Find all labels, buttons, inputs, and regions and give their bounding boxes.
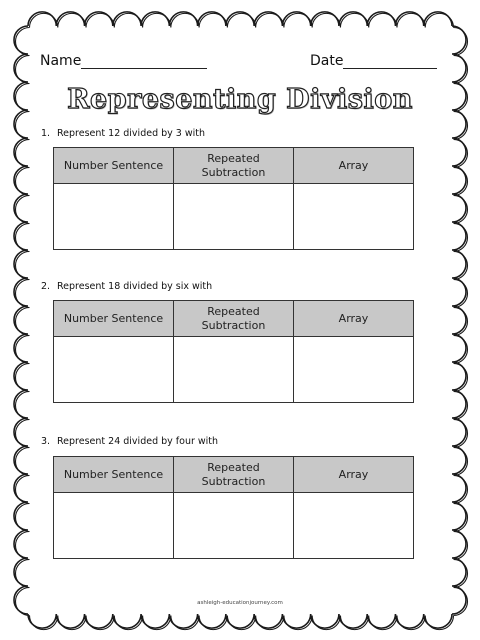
problem-3-prompt	[41, 436, 218, 447]
name-field[interactable]	[40, 53, 207, 69]
problem-2-table	[53, 300, 414, 403]
worksheet-title: Representing Division	[67, 84, 413, 115]
name-label: Name	[40, 53, 82, 69]
answer-cell-repeated-subtraction[interactable]	[174, 337, 294, 403]
answer-cell-repeated-subtraction[interactable]	[174, 493, 294, 559]
column-header-array: Array	[294, 148, 414, 184]
problem-1-text: Represent 12 divided by 3 with	[57, 128, 206, 139]
problem-3-text: Represent 24 divided by four with	[57, 436, 219, 447]
problem-2-text: Represent 18 divided by six with	[57, 281, 213, 292]
problem-3-number: 3.	[41, 436, 51, 447]
date-field[interactable]	[310, 53, 437, 69]
problem-2-prompt	[41, 281, 212, 292]
answer-cell-repeated-subtraction[interactable]	[174, 184, 294, 250]
column-header-repeated-subtraction: Repeated Subtraction	[174, 148, 294, 184]
answer-cell-array[interactable]	[294, 493, 414, 559]
answer-cell-array[interactable]	[294, 337, 414, 403]
column-header-array: Array	[294, 301, 414, 337]
column-header-number-sentence: Number Sentence	[54, 148, 174, 184]
problem-1-number: 1.	[41, 128, 51, 139]
answer-cell-number-sentence[interactable]	[54, 493, 174, 559]
date-label: Date	[310, 53, 344, 69]
column-header-number-sentence: Number Sentence	[54, 457, 174, 493]
problem-2-number: 2.	[41, 281, 51, 292]
answer-cell-array[interactable]	[294, 184, 414, 250]
footer-credit: ashleigh-educationjourney.com	[197, 600, 283, 606]
problem-1-prompt	[41, 128, 205, 139]
date-blank-line[interactable]	[343, 55, 437, 69]
answer-cell-number-sentence[interactable]	[54, 337, 174, 403]
name-blank-line[interactable]	[81, 55, 207, 69]
column-header-array: Array	[294, 457, 414, 493]
problem-3-table	[53, 456, 414, 559]
column-header-number-sentence: Number Sentence	[54, 301, 174, 337]
column-header-repeated-subtraction: Repeated Subtraction	[174, 457, 294, 493]
answer-cell-number-sentence[interactable]	[54, 184, 174, 250]
problem-1-table	[53, 147, 414, 250]
column-header-repeated-subtraction: Repeated Subtraction	[174, 301, 294, 337]
